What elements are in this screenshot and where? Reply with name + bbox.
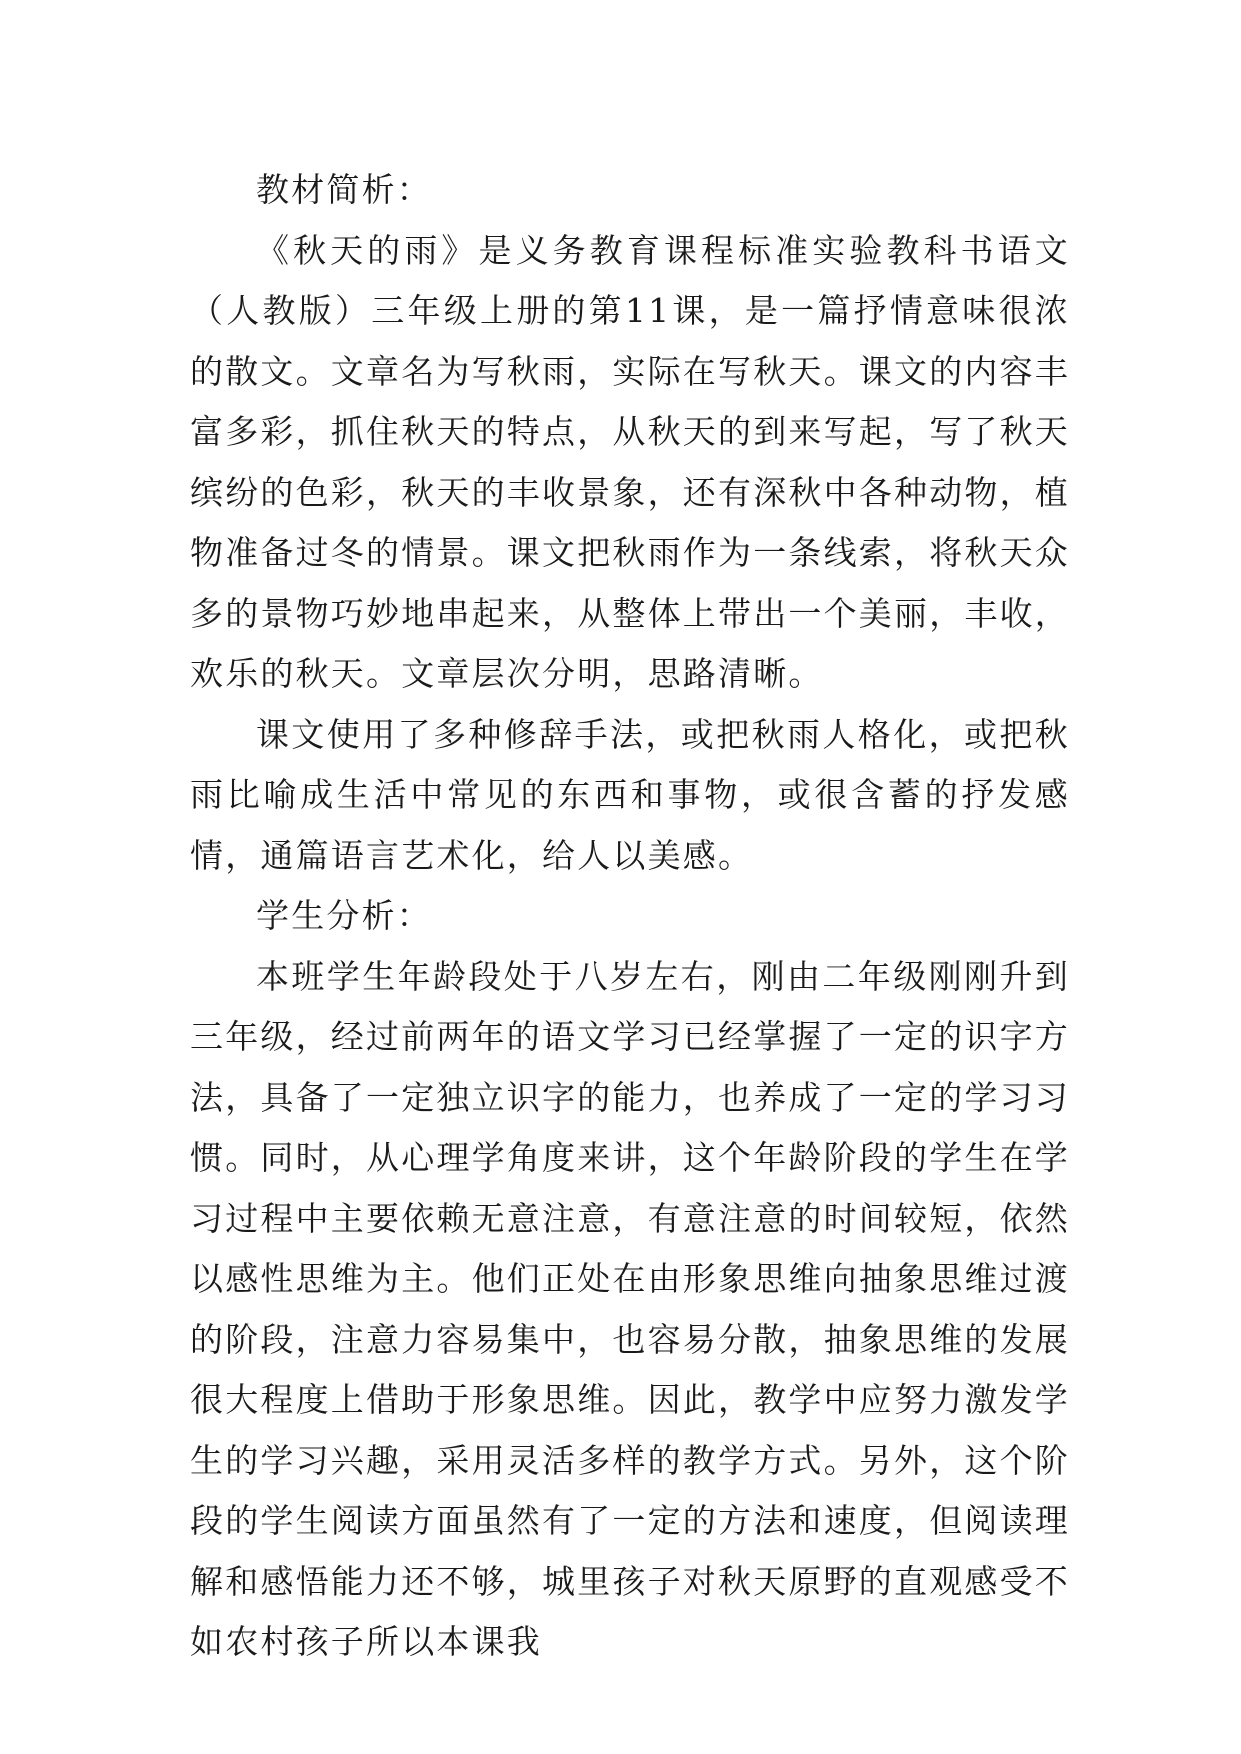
heading-textbook-analysis: 教材简析： <box>256 170 432 209</box>
document-body <box>190 160 1070 1673</box>
paragraph-rhetoric: 课文使用了多种修辞手法，或把秋雨人格化，或把秋雨比喻成生活中常见的东西和事物，或很含蓄的抒发感情，通篇语言艺术化，给人以美感。 <box>190 714 1070 875</box>
heading-student-analysis: 学生分析： <box>256 896 432 935</box>
paragraph-student-analysis: 本班学生年龄段处于八岁左右，刚由二年级刚刚升到三年级，经过前两年的语文学习已经掌握了一定的识字方法，具备了一定独立识字的能力，也养成了一定的学习习惯。同时，从心理学角度来讲，这个年龄阶段的学生在学习过程中主要依赖无意注意，有意注意的时间较短，依然以感性思维为主。他们正处在由形象思维向抽象思维过渡的阶段，注意力容易集中，也容易分散，抽象思维的发展很大程度上借助于形象思维。因此，教学中应努力激发学生的学习兴趣，采用灵活多样的教学方式。另外，这个阶段的学生阅读方面虽然有了一定的方法和速度，但阅读理解和感悟能力还不够，城里孩子对秋天原野的直观感受不如农村孩子所以本课我 <box>190 956 1070 1661</box>
paragraph-textbook-intro: 《秋天的雨》是义务教育课程标准实验教科书语文（人教版）三年级上册的第11课，是一篇抒情意味很浓的散文。文章名为写秋雨，实际在写秋天。课文的内容丰富多彩，抓住秋天的特点，从秋天的到来写起，写了秋天缤纷的色彩，秋天的丰收景象，还有深秋中各种动物，植物准备过冬的情景。课文把秋雨作为一条线索，将秋天众多的景物巧妙地串起来，从整体上带出一个美丽，丰收，欢乐的秋天。文章层次分明，思路清晰。 <box>190 230 1070 693</box>
